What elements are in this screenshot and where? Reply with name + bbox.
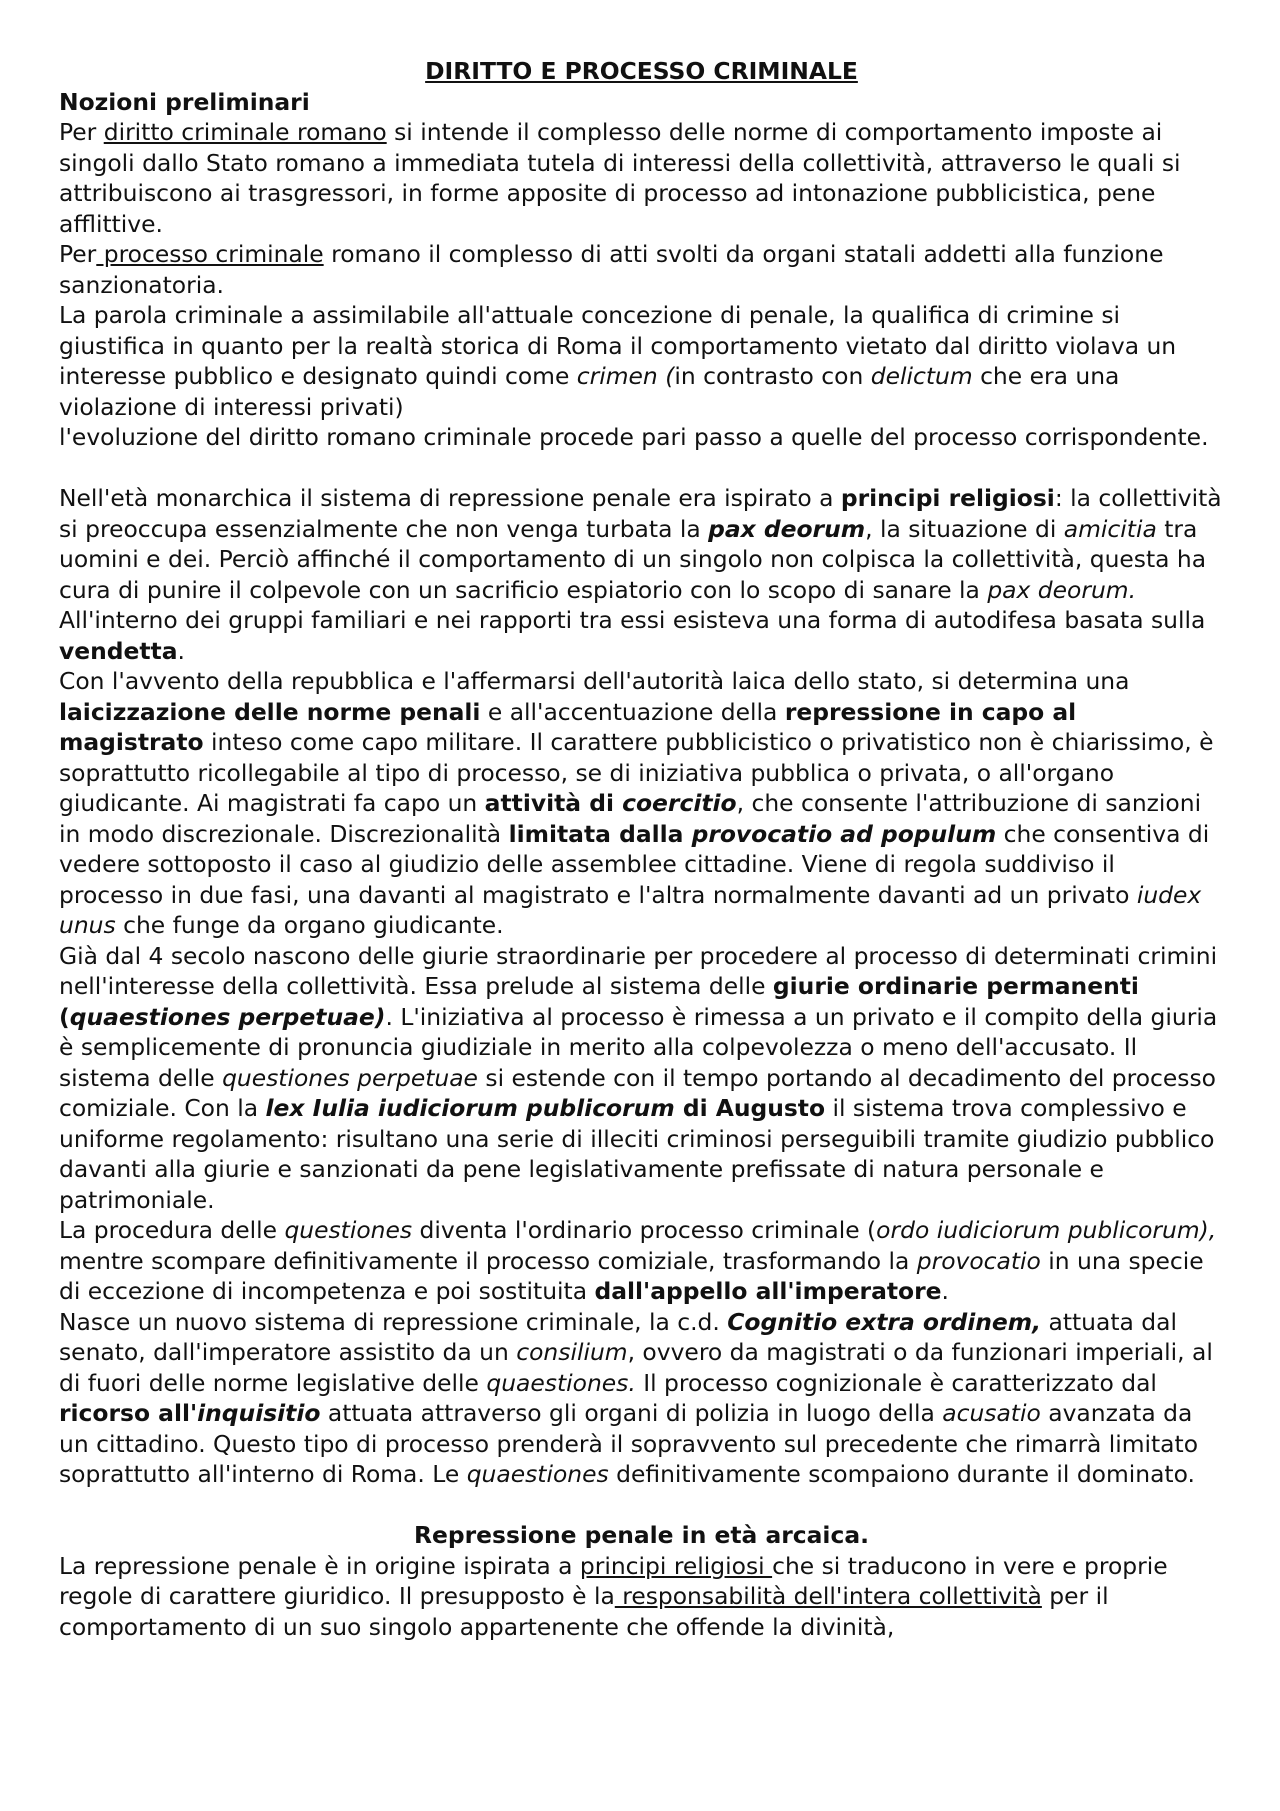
paragraph-giurie: Già dal 4 secolo nascono delle giurie straordinarie per procedere al processo di determinati crimini nell'interesse della collettività. Essa prelude al sistema delle giurie ordinarie permanenti (quaestiones perpetuae). L'iniziativa al processo è rimessa a un privato e il compito della giuria è semplicemente di pronuncia giudiziale in merito alla colpevolezza o meno dell'accusato. Il sistema delle questiones perpetuae si estende con il tempo portando al decadimento del processo comiziale. Con la lex Iulia iudiciorum publicorum di Augusto il sistema trova complessivo e uniforme regolamento: risultano una serie di illeciti criminosi perseguibili tramite giudizio pubblico davanti alla giurie e sanzionati da pene legislativamente prefissate di natura personale e patrimoniale. [59, 941, 1218, 1214]
paragraph-eta-monarchica: Nell'età monarchica il sistema di repressione penale era ispirato a principi religiosi: la collettività si preoccupa essenzialmente che non venga turbata la pax deorum, la situazione di amicitia tra uomini e dei. Perciò affinché il comportamento di un singolo non colpisca la collettività, questa ha cura di punire il colpevole con un sacrificio espiatorio con lo scopo di sanare la pax deorum. All'interno dei gruppi familiari e nei rapporti tra essi esisteva una forma di autodifesa basata sulla vendetta. [59, 484, 1222, 665]
document-page [59, 56, 1224, 1642]
paragraph-repressione-arcaica: La repressione penale è in origine ispirata a principi religiosi che si traducono in vere e proprie regole di carattere giuridico. Il presupposto è la responsabilità dell'intera collettività per il comportamento di un suo singolo appartenente che offende la divinità, [59, 1551, 1168, 1641]
blank-line [59, 453, 1224, 484]
document-title: DIRITTO E PROCESSO CRIMINALE [425, 57, 858, 85]
section-heading-eta-arcaica: Repressione penale in età arcaica. [414, 1521, 869, 1549]
term-processo-criminale: processo criminale [96, 240, 324, 268]
paragraph-processo-criminale: Per processo criminale romano il complesso di atti svolti da organi statali addetti alla funzione sanzionatoria. [59, 240, 1164, 299]
section-heading-nozioni: Nozioni preliminari [59, 87, 310, 116]
term-diritto-criminale: diritto criminale romano [103, 118, 387, 146]
paragraph-cognitio: Nasce un nuovo sistema di repressione criminale, la c.d. Cognitio extra ordinem, attuata dal senato, dall'imperatore assistito da un consilium, ovvero da magistrati o da funzionari imperiali, al di fuori delle norme legislative delle quaestiones. Il processo cognizionale è caratterizzato dal ricorso all'inquisitio attuata attraverso gli organi di polizia in luogo della acusatio avanzata da un cittadino. Questo tipo di processo prenderà il sopravvento sul precedente che rimarrà limitato soprattutto all'interno di Roma. Le quaestiones definitivamente scompaiono durante il dominato. [59, 1307, 1213, 1488]
paragraph-parola-criminale: La parola criminale a assimilabile all'attuale concezione di penale, la qualifica di crimine si giustifica in quanto per la realtà storica di Roma il comportamento vietato dal diritto violava un interesse pubblico e designato quindi come crimen (in contrasto con delictum che era una violazione di interessi privati) [59, 301, 1177, 421]
paragraph-evoluzione: l'evoluzione del diritto romano criminale procede pari passo a quelle del processo corrispondente. [59, 423, 1209, 451]
paragraph-diritto-criminale: Per diritto criminale romano si intende il complesso delle norme di comportamento imposte ai singoli dallo Stato romano a immediata tutela di interessi della collettività, attraverso le quali si attribuiscono ai trasgressori, in forme apposite di processo ad intonazione pubblicistica, pene afflittive. [59, 118, 1181, 238]
blank-line [59, 1490, 1224, 1521]
paragraph-repubblica: Con l'avvento della repubblica e l'affermarsi dell'autorità laica dello stato, si determina una laicizzazione delle norme penali e all'accentuazione della repressione in capo al magistrato inteso come capo militare. Il carattere pubblicistico o privatistico non è chiarissimo, è soprattutto ricollegabile al tipo di processo, se di iniziativa pubblica o privata, o all'organo giudicante. Ai magistrati fa capo un attività di coercitio, che consente l'attribuzione di sanzioni in modo discrezionale. Discrezionalità limitata dalla provocatio ad populum che consentiva di vedere sottoposto il caso al giudizio delle assemblee cittadine. Viene di regola suddiviso il processo in due fasi, una davanti al magistrato e l'altra normalmente davanti ad un privato iudex unus che funge da organo giudicante. [59, 667, 1214, 939]
paragraph-questiones: La procedura delle questiones diventa l'ordinario processo criminale (ordo iudiciorum publicorum), mentre scompare definitivamente il processo comiziale, trasformando la provocatio in una specie di eccezione di incompetenza e poi sostituita dall'appello all'imperatore. [59, 1216, 1217, 1305]
